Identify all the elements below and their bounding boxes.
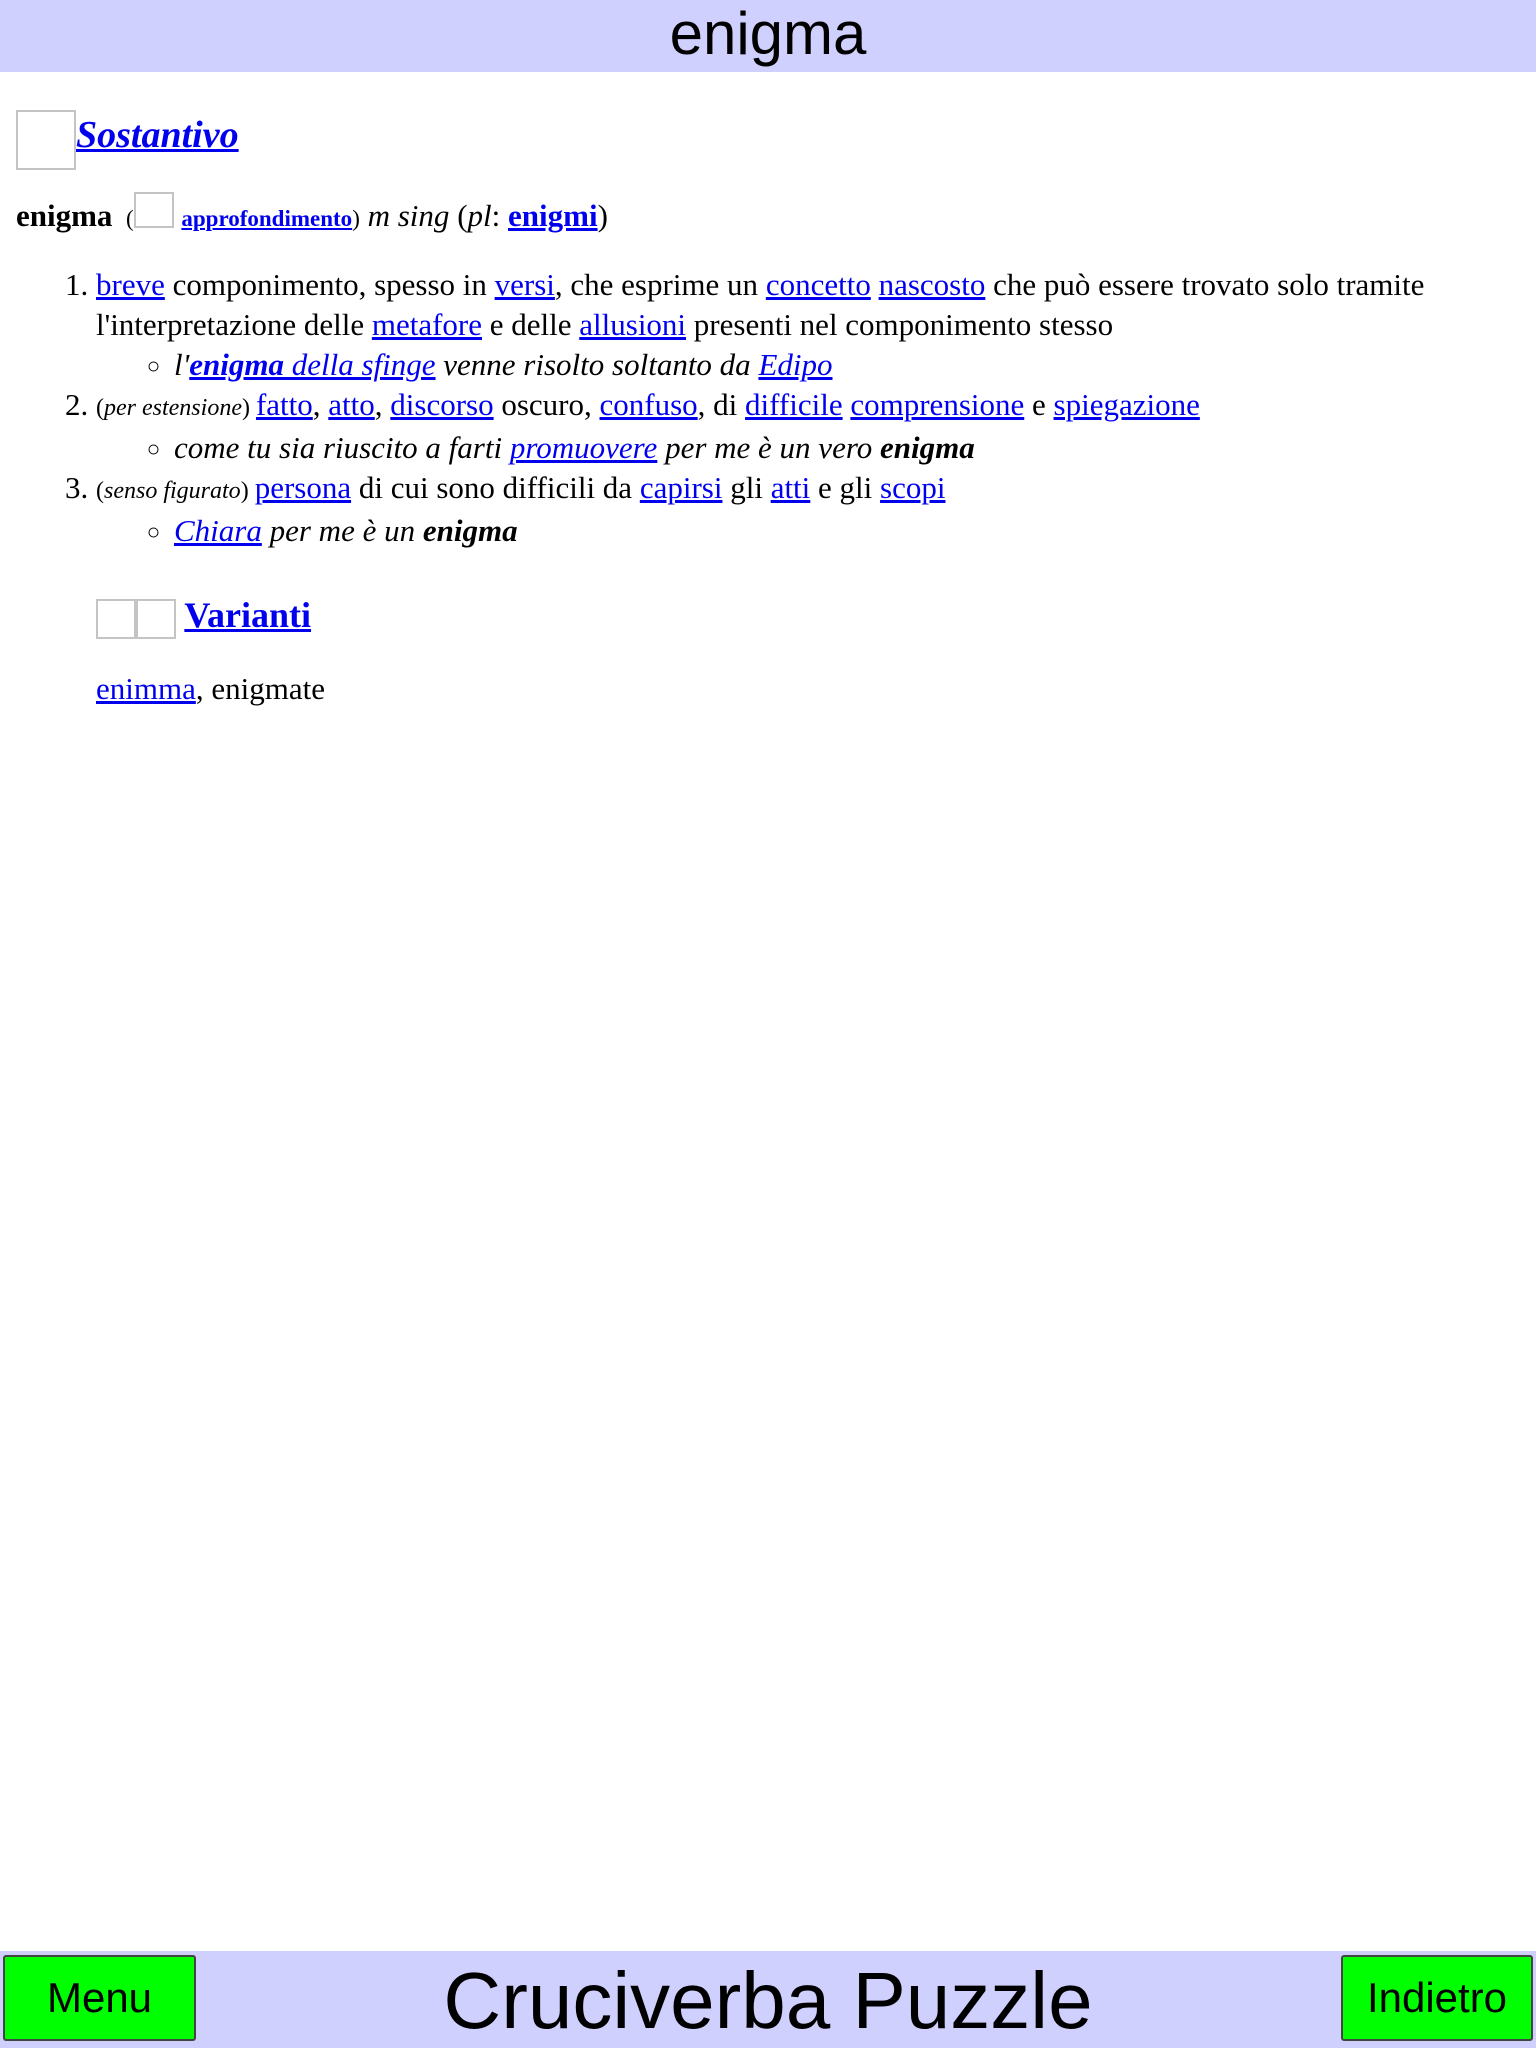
- text-run: enigma: [880, 430, 975, 465]
- headword: enigma: [16, 198, 113, 233]
- word-link[interactable]: versi: [494, 267, 555, 302]
- example-list: [96, 428, 1516, 468]
- plural-link[interactable]: enigmi: [508, 198, 598, 233]
- app-brand: Cruciverba Puzzle: [443, 1956, 1093, 2045]
- text-run: venne risolto soltanto da: [435, 347, 759, 382]
- pos-heading-link[interactable]: Sostantivo: [76, 114, 239, 156]
- text-run: , che esprime un: [554, 267, 766, 302]
- text-run: di cui sono difficili da: [351, 470, 640, 505]
- word-link[interactable]: scopi: [880, 470, 946, 505]
- word-link[interactable]: Edipo: [758, 347, 833, 382]
- back-button[interactable]: Indietro: [1341, 1955, 1533, 2041]
- definition-item: [96, 385, 1516, 468]
- example-item: [174, 428, 1516, 468]
- headword-line: enigma ( approfondimento) m sing (pl: enigmi): [16, 192, 1516, 241]
- word-link[interactable]: difficile: [745, 387, 843, 422]
- word-link[interactable]: promuovere: [509, 430, 658, 465]
- word-link[interactable]: concetto: [765, 267, 871, 302]
- text-run: e: [1024, 387, 1054, 422]
- approfondimento-link[interactable]: approfondimento: [181, 206, 353, 231]
- text-run: componimento, spesso in: [164, 267, 495, 302]
- variants-list: [96, 669, 1516, 709]
- text-run: presenti nel componimento stesso: [686, 307, 1114, 342]
- usage-label: (per estensione): [96, 395, 256, 421]
- top-bar: [0, 0, 1536, 72]
- word-link[interactable]: allusioni: [579, 307, 687, 342]
- word-link[interactable]: enigma: [189, 347, 284, 382]
- usage-label: (senso figurato): [96, 478, 255, 504]
- text-run: enigma: [422, 513, 518, 548]
- example-item: [174, 511, 1516, 551]
- example-list: [96, 345, 1516, 385]
- word-link[interactable]: enimma: [96, 671, 196, 706]
- page-title: enigma: [669, 0, 867, 67]
- word-link[interactable]: della sfinge: [283, 347, 436, 382]
- text-run: [871, 267, 879, 302]
- word-link[interactable]: discorso: [390, 387, 494, 422]
- pos-heading: [16, 100, 1516, 172]
- definition-item: [96, 265, 1516, 385]
- word-link[interactable]: atti: [770, 470, 811, 505]
- pos-icon: [16, 110, 76, 170]
- varianti-icon-1: [96, 599, 136, 639]
- word-link[interactable]: comprensione: [850, 387, 1025, 422]
- varianti-icon-2: [136, 599, 176, 639]
- word-link[interactable]: Chiara: [174, 513, 262, 548]
- text-run: ,: [312, 387, 329, 422]
- varianti-link[interactable]: Varianti: [184, 595, 312, 635]
- example-list: [96, 511, 1516, 551]
- word-link[interactable]: atto: [328, 387, 375, 422]
- entry-content: [16, 100, 1516, 709]
- word-link[interactable]: breve: [96, 267, 165, 302]
- word-link[interactable]: confuso: [599, 387, 698, 422]
- word-link[interactable]: metafore: [371, 307, 482, 342]
- word-link[interactable]: capirsi: [639, 470, 723, 505]
- text-run: gli: [722, 470, 771, 505]
- word-link[interactable]: nascosto: [878, 267, 986, 302]
- text-run: ,: [374, 387, 391, 422]
- word-link[interactable]: persona: [254, 470, 352, 505]
- text-run: e delle: [482, 307, 580, 342]
- word-link[interactable]: fatto: [255, 387, 313, 422]
- text-run: l': [174, 347, 190, 382]
- varianti-heading: [96, 591, 1516, 639]
- bottom-bar: [0, 1951, 1536, 2048]
- plural-label: pl: [467, 198, 492, 233]
- text-run: e gli: [810, 470, 881, 505]
- definition-list: [16, 265, 1516, 551]
- word-link[interactable]: spiegazione: [1053, 387, 1200, 422]
- text-run: come tu sia riuscito a farti: [174, 430, 510, 465]
- text-run: per me è un: [261, 513, 423, 548]
- text-run: per me è un vero: [657, 430, 880, 465]
- text-run: , di: [697, 387, 746, 422]
- approfondimento-icon: [134, 192, 174, 228]
- gender-label: m sing: [367, 198, 450, 233]
- text-run: , enigmate: [195, 671, 325, 706]
- text-run: oscuro,: [493, 387, 600, 422]
- menu-button[interactable]: Menu: [3, 1955, 196, 2041]
- example-item: [174, 345, 1516, 385]
- definition-item: [96, 468, 1516, 551]
- text-run: che può essere trovato solo tramite l'interpretazione delle: [96, 267, 1425, 342]
